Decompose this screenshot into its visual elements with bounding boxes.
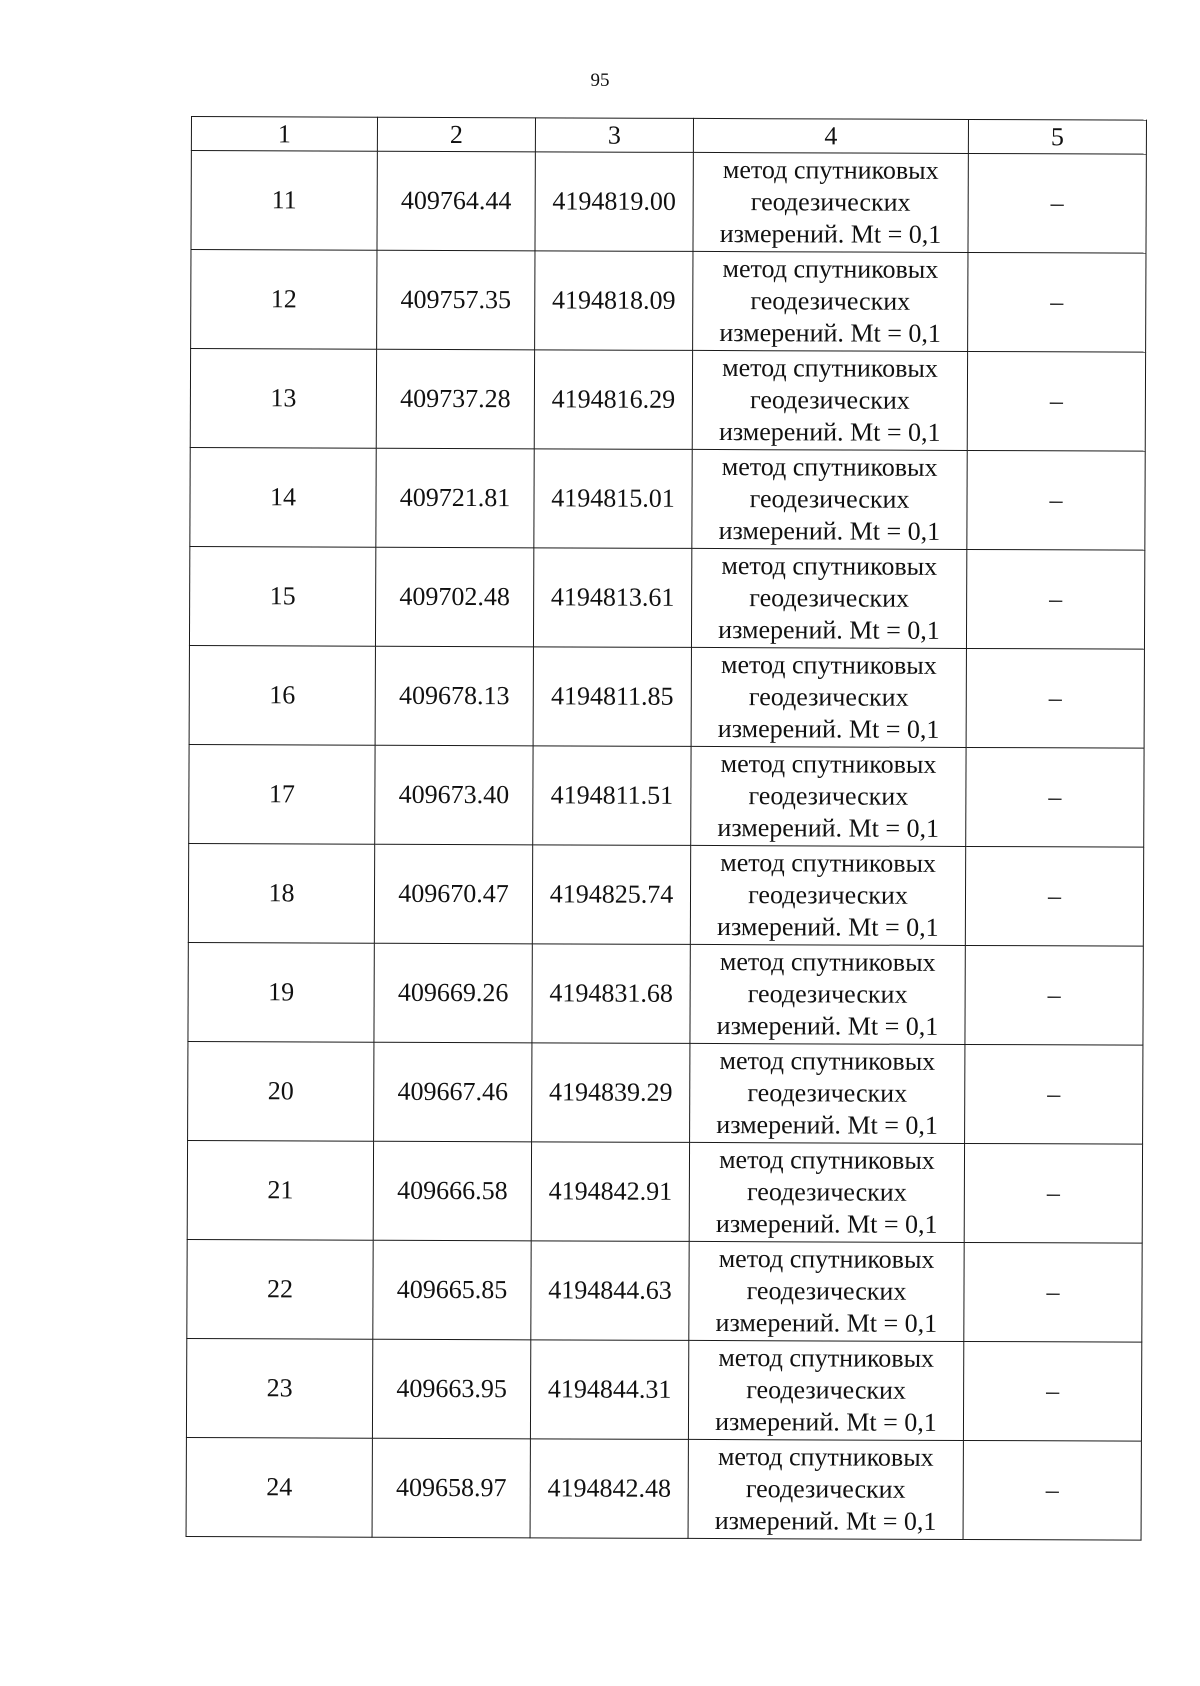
y-coordinate-cell: 4194839.29 [532, 1043, 690, 1143]
method-text-line: измерений. Mt = 0,1 [714, 1506, 937, 1536]
note-cell: – [965, 1044, 1143, 1144]
method-text-line: измерений. Mt = 0,1 [719, 318, 942, 348]
method-text-line: метод спутниковых [718, 1343, 935, 1373]
method-cell [693, 152, 968, 252]
coordinates-table [186, 116, 1147, 1541]
point-number-cell: 14 [190, 447, 376, 547]
method-cell [691, 548, 966, 648]
note-cell: – [963, 1341, 1141, 1441]
note-cell: – [968, 252, 1146, 352]
note-cell: – [964, 1242, 1142, 1342]
y-coordinate-cell: 4194815.01 [534, 449, 692, 549]
point-number-cell: 15 [189, 546, 375, 646]
method-cell [691, 647, 966, 747]
y-coordinate-cell: 4194844.63 [531, 1241, 689, 1341]
x-coordinate-cell: 409666.58 [373, 1141, 531, 1241]
point-number-cell: 24 [186, 1437, 372, 1537]
method-text-line: измерений. Mt = 0,1 [715, 1308, 938, 1338]
y-coordinate-cell: 4194819.00 [535, 152, 693, 252]
method-text-line: метод спутниковых [720, 650, 937, 680]
y-coordinate-cell: 4194831.68 [532, 944, 690, 1044]
table-row [188, 843, 1143, 946]
header-cell-col2: 2 [377, 117, 535, 152]
method-cell [689, 1142, 964, 1242]
x-coordinate-cell: 409669.26 [374, 943, 532, 1043]
x-coordinate-cell: 409764.44 [377, 151, 535, 251]
method-text-line: измерений. Mt = 0,1 [717, 714, 940, 744]
method-text-line: геодезических [750, 286, 911, 316]
x-coordinate-cell: 409721.81 [376, 448, 534, 548]
table-row [189, 546, 1144, 649]
method-text-line: геодезических [746, 1375, 907, 1405]
note-cell: – [968, 153, 1146, 253]
method-text-line: метод спутниковых [720, 848, 937, 878]
method-cell [693, 251, 968, 351]
method-text-line: метод спутниковых [717, 1442, 934, 1472]
table-row [189, 645, 1144, 748]
note-cell: – [963, 1440, 1141, 1540]
x-coordinate-cell: 409658.97 [372, 1438, 530, 1538]
table-row [190, 349, 1145, 452]
x-coordinate-cell: 409663.95 [372, 1339, 530, 1439]
point-number-cell: 11 [191, 151, 377, 251]
point-number-cell: 19 [188, 942, 374, 1042]
method-text-line: измерений. Mt = 0,1 [715, 1407, 937, 1437]
table-row [188, 942, 1143, 1045]
method-text-line: геодезических [750, 187, 911, 217]
x-coordinate-cell: 409670.47 [374, 844, 532, 944]
table-body [186, 151, 1146, 1541]
table-row [191, 151, 1146, 254]
method-text-line: измерений. Mt = 0,1 [719, 219, 942, 249]
method-text-line: геодезических [746, 1276, 907, 1306]
method-cell [690, 845, 965, 945]
x-coordinate-cell: 409678.13 [375, 646, 533, 746]
y-coordinate-cell: 4194844.31 [530, 1340, 688, 1440]
method-text-line: измерений. Mt = 0,1 [718, 516, 941, 546]
method-text-line: геодезических [748, 880, 908, 910]
x-coordinate-cell: 409673.40 [375, 745, 533, 845]
point-number-cell: 17 [189, 744, 375, 844]
method-text-line: метод спутниковых [719, 947, 936, 977]
method-text-line: метод спутниковых [719, 1145, 935, 1175]
table-row [190, 447, 1145, 550]
method-cell [689, 1241, 964, 1341]
header-cell-col1: 1 [191, 117, 377, 152]
note-cell: – [965, 846, 1143, 946]
point-number-cell: 22 [187, 1239, 373, 1339]
table-row [187, 1140, 1142, 1243]
method-text-line: геодезических [749, 583, 910, 613]
page-number: 95 [590, 70, 610, 91]
y-coordinate-cell: 4194842.48 [530, 1439, 688, 1539]
method-cell [688, 1340, 963, 1440]
method-text-line: измерений. Mt = 0,1 [718, 417, 941, 447]
method-text-line: измерений. Mt = 0,1 [716, 1011, 939, 1041]
method-cell [688, 1439, 963, 1539]
point-number-cell: 23 [186, 1338, 372, 1438]
method-text-line: метод спутниковых [718, 1244, 935, 1274]
note-cell: – [966, 747, 1144, 847]
y-coordinate-cell: 4194842.91 [531, 1142, 689, 1242]
note-cell: – [966, 648, 1144, 748]
y-coordinate-cell: 4194825.74 [532, 845, 690, 945]
method-cell [690, 1043, 965, 1143]
x-coordinate-cell: 409757.35 [377, 250, 535, 350]
header-cell-col4: 4 [693, 118, 968, 153]
method-text-line: измерений. Mt = 0,1 [717, 912, 939, 942]
method-text-line: метод спутниковых [722, 155, 939, 185]
method-text-line: метод спутниковых [719, 1046, 936, 1076]
method-text-line: геодезических [748, 781, 909, 811]
note-cell: – [966, 549, 1144, 649]
table-row [191, 250, 1146, 353]
x-coordinate-cell: 409702.48 [375, 547, 533, 647]
note-cell: – [967, 351, 1145, 451]
point-number-cell: 12 [191, 250, 377, 350]
point-number-cell: 20 [188, 1041, 374, 1141]
method-cell [692, 449, 967, 549]
note-cell: – [965, 945, 1143, 1045]
y-coordinate-cell: 4194818.09 [535, 251, 693, 351]
note-cell: – [964, 1143, 1142, 1243]
method-cell [690, 944, 965, 1044]
x-coordinate-cell: 409667.46 [374, 1042, 532, 1142]
table-row [187, 1239, 1142, 1342]
y-coordinate-cell: 4194811.51 [533, 746, 691, 846]
x-coordinate-cell: 409665.85 [373, 1240, 531, 1340]
method-text-line: измерений. Mt = 0,1 [718, 615, 940, 645]
method-text-line: измерений. Mt = 0,1 [715, 1209, 938, 1239]
method-text-line: метод спутниковых [720, 749, 937, 779]
y-coordinate-cell: 4194816.29 [534, 350, 692, 450]
method-text-line: геодезических [747, 979, 908, 1009]
method-cell [691, 746, 966, 846]
point-number-cell: 16 [189, 645, 375, 745]
table-row [189, 744, 1144, 847]
header-cell-col5: 5 [968, 119, 1146, 154]
method-text-line: геодезических [748, 682, 909, 712]
method-cell [692, 350, 967, 450]
method-text-line: метод спутниковых [722, 353, 938, 383]
method-text-line: измерений. Mt = 0,1 [716, 1110, 938, 1140]
method-text-line: геодезических [746, 1177, 907, 1207]
method-text-line: метод спутниковых [722, 254, 939, 284]
point-number-cell: 21 [187, 1140, 373, 1240]
method-text-line: измерений. Mt = 0,1 [717, 813, 940, 843]
table-row [186, 1338, 1141, 1441]
header-row [191, 117, 1146, 155]
point-number-cell: 18 [188, 843, 374, 943]
point-number-cell: 13 [190, 349, 376, 449]
method-text-line: геодезических [747, 1078, 908, 1108]
table-row [186, 1437, 1141, 1540]
method-text-line: геодезических [745, 1474, 906, 1504]
method-text-line: метод спутниковых [721, 452, 938, 482]
y-coordinate-cell: 4194813.61 [533, 548, 691, 648]
y-coordinate-cell: 4194811.85 [533, 647, 691, 747]
x-coordinate-cell: 409737.28 [376, 349, 534, 449]
header-cell-col3: 3 [535, 118, 693, 153]
method-text-line: геодезических [749, 385, 910, 415]
method-text-line: метод спутниковых [721, 551, 938, 581]
table-row [188, 1041, 1143, 1144]
note-cell: – [967, 450, 1145, 550]
method-text-line: геодезических [749, 484, 910, 514]
